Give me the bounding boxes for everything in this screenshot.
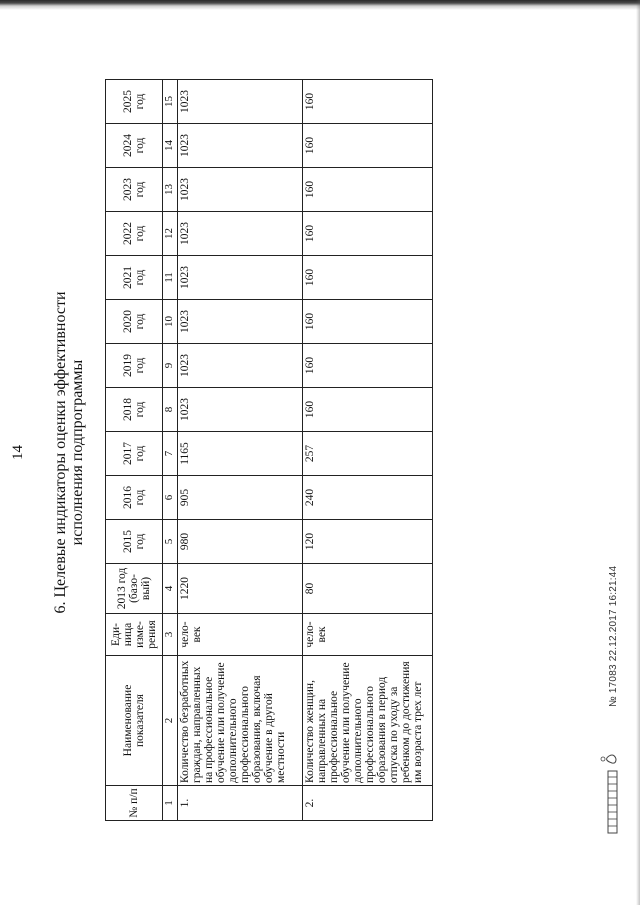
header-year: 2022 год	[106, 212, 163, 256]
base-value: 1220	[178, 564, 303, 614]
header-num: № п/п	[106, 786, 163, 821]
header-year: 2021 год	[106, 256, 163, 300]
year-value: 1023	[178, 344, 303, 388]
header-year: 2024 год	[106, 124, 163, 168]
row-num: 1.	[178, 786, 303, 821]
header-unit: Еди- ница изме- рения	[106, 614, 163, 656]
indicators-table	[105, 79, 433, 821]
column-number: 12	[163, 212, 178, 256]
column-number: 13	[163, 168, 178, 212]
column-number: 5	[163, 520, 178, 564]
column-number-row	[163, 80, 178, 821]
year-value: 905	[178, 476, 303, 520]
column-number: 11	[163, 256, 178, 300]
indicator-name: Количество безработных граждан, направленных на профессиональное обучение или получение дополнительного профессионального образования, включая обучение в другой местности	[178, 656, 303, 786]
table-row	[303, 80, 433, 821]
year-value: 160	[303, 388, 433, 432]
column-number: 1	[163, 786, 178, 821]
year-value: 240	[303, 476, 433, 520]
base-value: 80	[303, 564, 433, 614]
year-value: 160	[303, 80, 433, 124]
header-year: 2018 год	[106, 388, 163, 432]
section-title-line1: 6. Целевые индикаторы оценки эффективности	[52, 291, 69, 614]
column-number: 6	[163, 476, 178, 520]
year-value: 980	[178, 520, 303, 564]
column-number: 15	[163, 80, 178, 124]
header-name: Наименование показателя	[106, 656, 163, 786]
column-number: 8	[163, 388, 178, 432]
column-number: 14	[163, 124, 178, 168]
year-value: 1023	[178, 212, 303, 256]
year-value: 1023	[178, 388, 303, 432]
header-year: 2016 год	[106, 476, 163, 520]
year-value: 160	[303, 212, 433, 256]
year-value: 160	[303, 168, 433, 212]
header-year: 2025 год	[106, 80, 163, 124]
year-value: 160	[303, 344, 433, 388]
column-number: 9	[163, 344, 178, 388]
indicator-name: Количество женщин, направленных на профессиональное обучение или получение дополнительного профессионального образования в период отпуска по уходу за ребенком до достижения им возраста трех лет	[303, 656, 433, 786]
column-number: 2	[163, 656, 178, 786]
year-value: 1023	[178, 124, 303, 168]
year-value: 1023	[178, 300, 303, 344]
year-value: 257	[303, 432, 433, 476]
column-number: 3	[163, 614, 178, 656]
page-number: 14	[10, 445, 26, 460]
header-year: 2020 год	[106, 300, 163, 344]
header-base-year: 2013 год (базо- вый)	[106, 564, 163, 614]
header-year: 2017 год	[106, 432, 163, 476]
signature-line: № 17083 22.12.2017 16:21:44	[608, 565, 619, 707]
year-value: 120	[303, 520, 433, 564]
section-title-line2: исполнения подпрограммы	[69, 359, 86, 546]
header-year: 2023 год	[106, 168, 163, 212]
indicator-unit: чело- век	[178, 614, 303, 656]
header-year: 2019 год	[106, 344, 163, 388]
row-num: 2.	[303, 786, 433, 821]
year-value: 1023	[178, 80, 303, 124]
year-value: 1023	[178, 256, 303, 300]
registration-stamp-icon	[597, 749, 619, 835]
table-row	[178, 80, 303, 821]
year-value: 160	[303, 300, 433, 344]
year-value: 160	[303, 124, 433, 168]
table-header-row	[106, 80, 163, 821]
header-year: 2015 год	[106, 520, 163, 564]
column-number: 7	[163, 432, 178, 476]
year-value: 1023	[178, 168, 303, 212]
indicator-unit: чело- век	[303, 614, 433, 656]
column-number: 10	[163, 300, 178, 344]
year-value: 160	[303, 256, 433, 300]
year-value: 1165	[178, 432, 303, 476]
column-number: 4	[163, 564, 178, 614]
